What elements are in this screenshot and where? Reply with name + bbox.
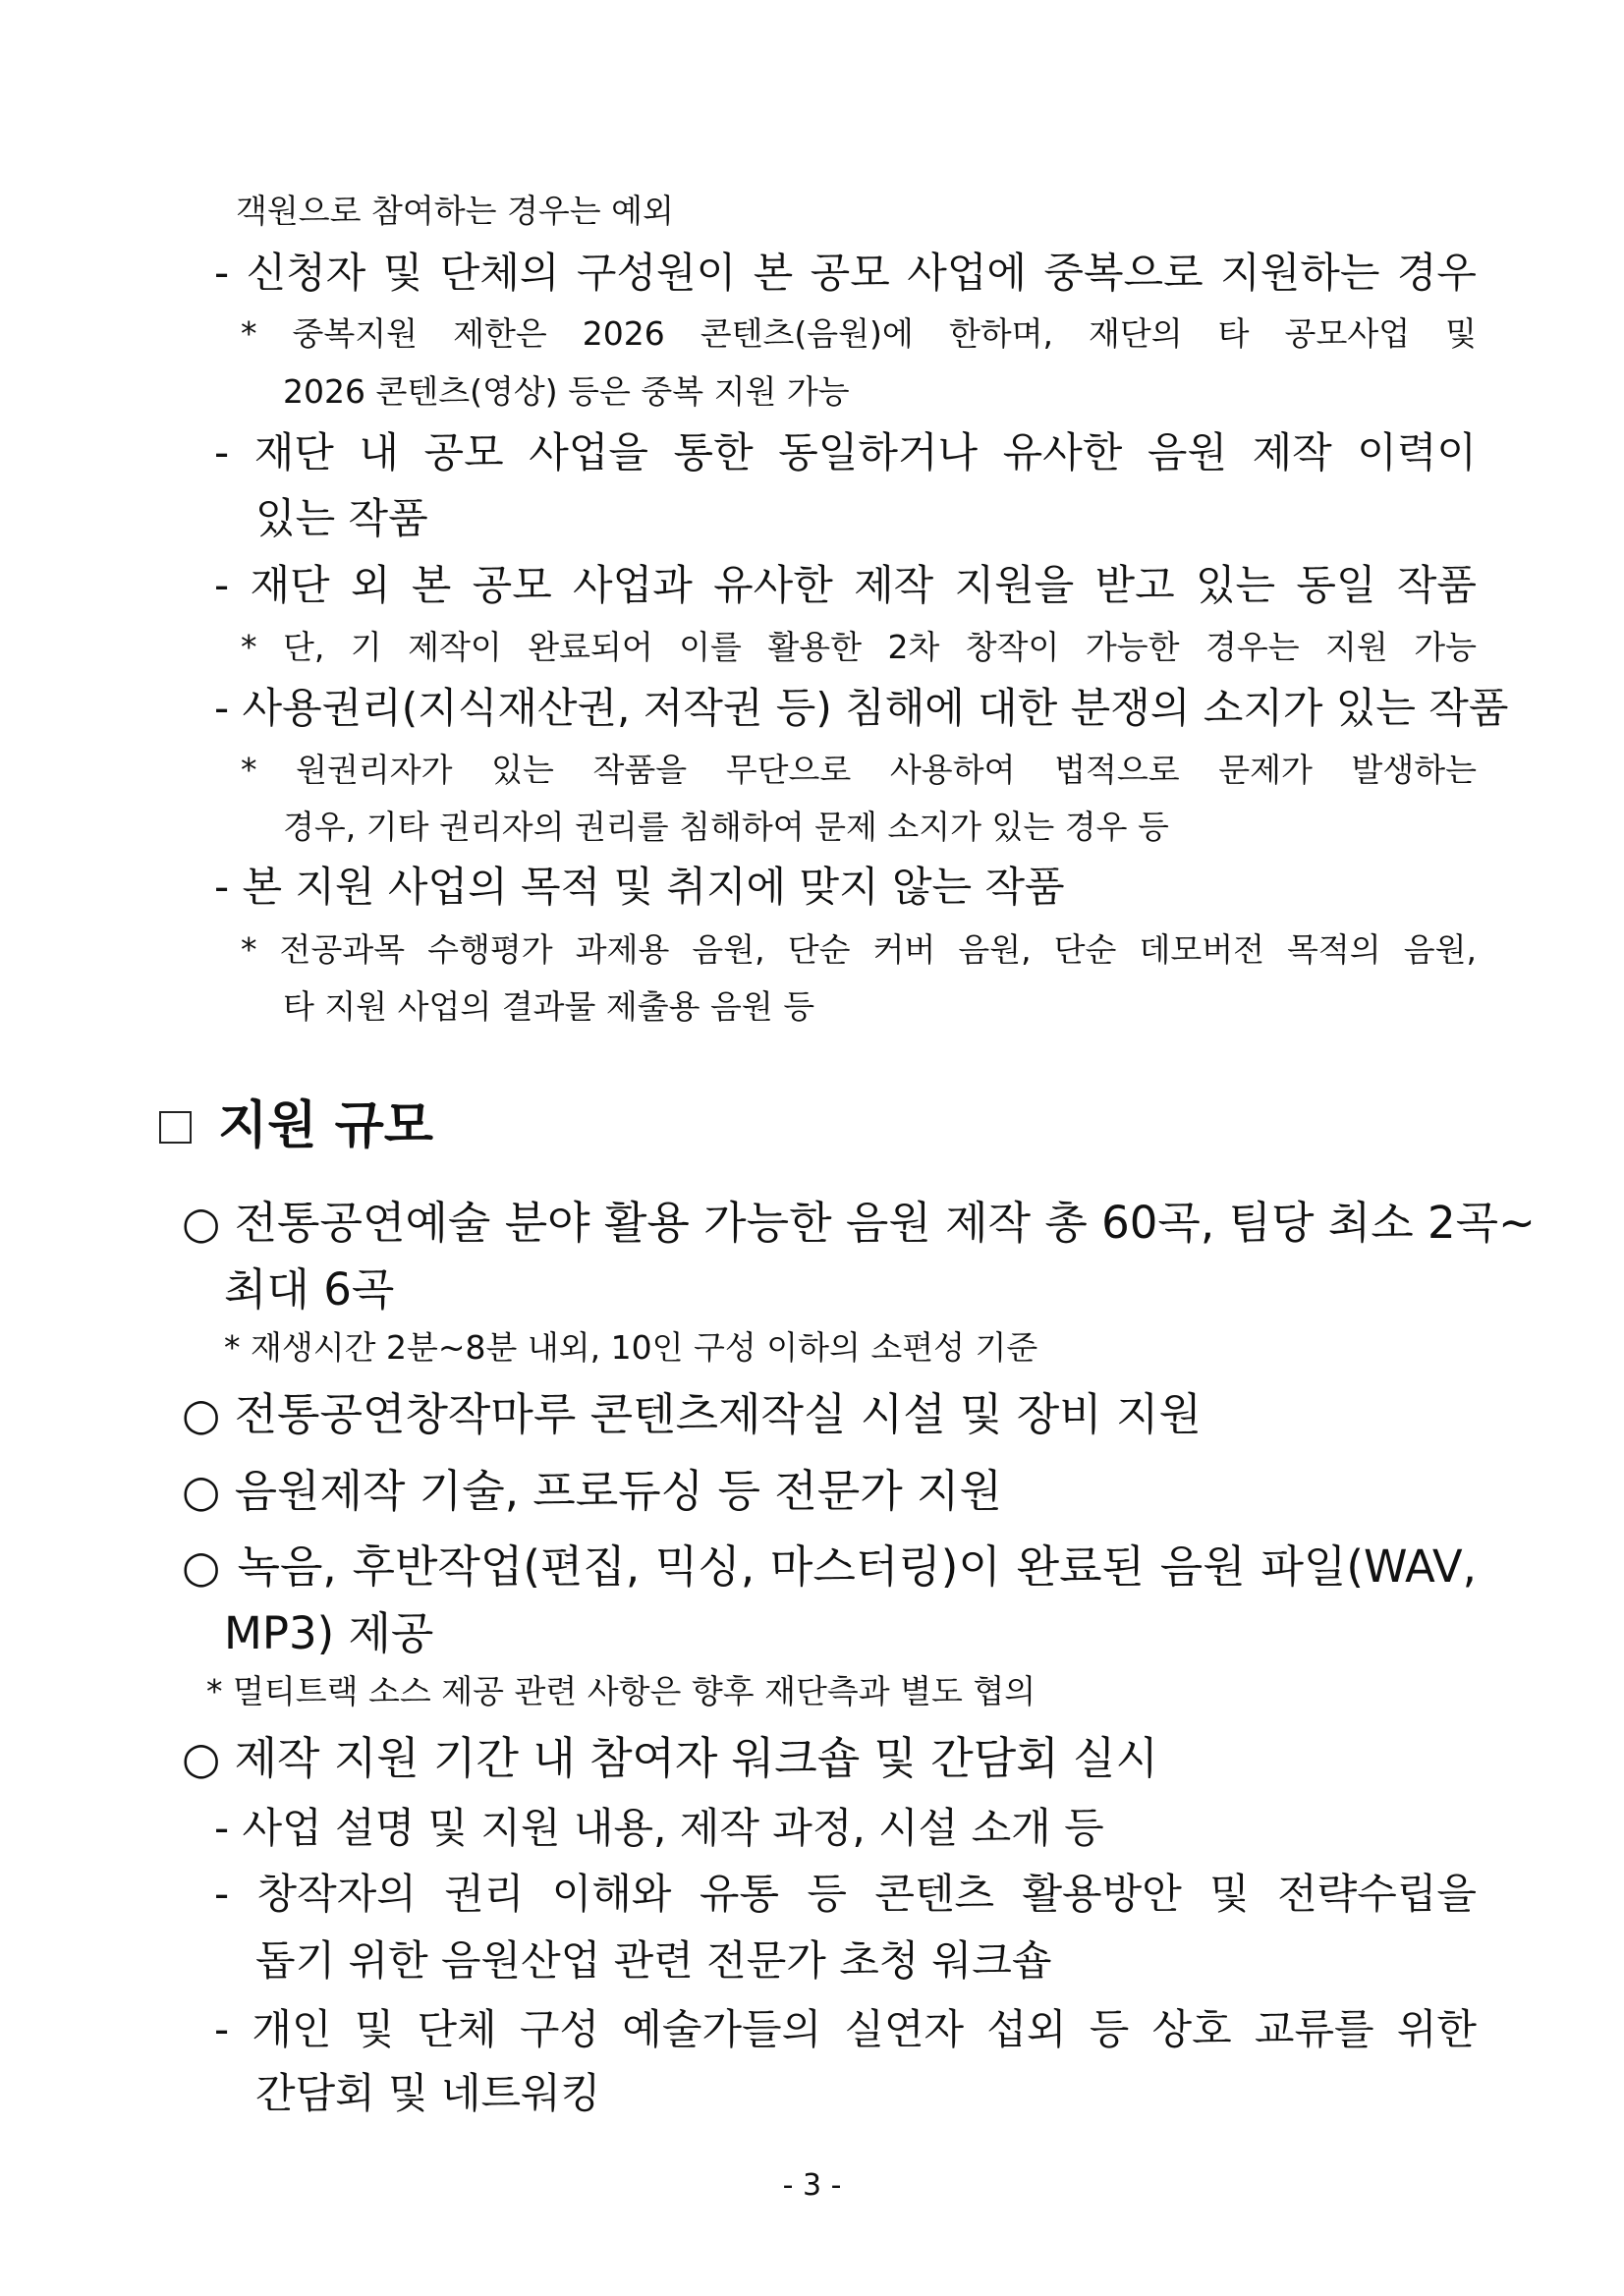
list-item bbox=[182, 1197, 1536, 1249]
list-item: ○ 제작 지원 기간 내 참여자 워크숍 및 간담회 실시 bbox=[182, 1732, 1158, 1784]
note: * 멀티트랙 소스 제공 관련 사항은 향후 재단측과 별도 협의 bbox=[206, 1672, 1036, 1710]
list-item: - 본 지원 사업의 목적 및 취지에 맞지 않는 작품 bbox=[214, 863, 1065, 911]
checkbox-square-icon bbox=[159, 1111, 192, 1144]
text-line: 돕기 위한 음원산업 관련 전문가 초청 워크숍 bbox=[255, 1936, 1052, 1985]
text-line: ○ 전통공연예술 분야 활용 가능한 음원 제작 총 60곡, 팀당 최소 2곡~ bbox=[182, 1197, 1536, 1249]
list-item bbox=[214, 428, 1477, 476]
page-number: - 3 - bbox=[782, 2168, 842, 2203]
note bbox=[241, 314, 1477, 353]
section-title: 지원 규모 bbox=[218, 1096, 434, 1155]
text-line: 타 지원 사업의 결과물 제출용 음원 등 bbox=[283, 987, 815, 1026]
note bbox=[241, 628, 1477, 666]
text-line: MP3) 제공 bbox=[224, 1607, 434, 1659]
text-line: * 원권리자가 있는 작품을 무단으로 사용하여 법적으로 문제가 발생하는 bbox=[241, 751, 1477, 789]
list-item bbox=[214, 684, 1509, 732]
text-line: - 재단 외 본 공모 사업과 유사한 제작 지원을 받고 있는 동일 작품 bbox=[214, 561, 1477, 609]
list-item bbox=[214, 249, 1477, 297]
text-line: - 사용권리(지식재산권, 저작권 등) 침해에 대한 분쟁의 소지가 있는 작품 bbox=[214, 684, 1509, 732]
list-item: - 사업 설명 및 지원 내용, 제작 과정, 시설 소개 등 bbox=[214, 1804, 1104, 1852]
text-line: - 창작자의 권리 이해와 유통 등 콘텐츠 활용방안 및 전략수립을 bbox=[214, 1870, 1477, 1918]
list-item: ○ 음원제작 기술, 프로듀싱 등 전문가 지원 bbox=[182, 1465, 1002, 1517]
text-line: 간담회 및 네트워킹 bbox=[255, 2069, 601, 2117]
text-line: * 단, 기 제작이 완료되어 이를 활용한 2차 창작이 가능한 경우는 지원 가능 bbox=[241, 628, 1477, 666]
text-line: 경우, 기타 권리자의 권리를 침해하여 문제 소지가 있는 경우 등 bbox=[283, 808, 1169, 846]
note: * 재생시간 2분~8분 내외, 10인 구성 이하의 소편성 기준 bbox=[224, 1328, 1038, 1367]
list-item bbox=[214, 1870, 1477, 1918]
text-line: - 재단 내 공모 사업을 통한 동일하거나 유사한 음원 제작 이력이 bbox=[214, 428, 1477, 476]
text-line: * 중복지원 제한은 2026 콘텐츠(음원)에 한하며, 재단의 타 공모사업 및 bbox=[241, 314, 1477, 353]
text-line: 최대 6곡 bbox=[224, 1263, 395, 1316]
text-line: 2026 콘텐츠(영상) 등은 중복 지원 가능 bbox=[283, 372, 850, 411]
list-item: ○ 전통공연창작마루 콘텐츠제작실 시설 및 장비 지원 bbox=[182, 1388, 1202, 1440]
note bbox=[241, 930, 1477, 969]
note bbox=[241, 751, 1477, 789]
text-line: ○ 녹음, 후반작업(편집, 믹싱, 마스터링)이 완료된 음원 파일(WAV, bbox=[182, 1540, 1477, 1593]
text-line: - 개인 및 단체 구성 예술가들의 실연자 섭외 등 상호 교류를 위한 bbox=[214, 2005, 1477, 2053]
text-line: * 전공과목 수행평가 과제용 음원, 단순 커버 음원, 단순 데모버전 목적의 음원, bbox=[241, 930, 1477, 969]
list-item bbox=[214, 2005, 1477, 2053]
list-item bbox=[182, 1540, 1477, 1593]
text-line: 있는 작품 bbox=[255, 494, 428, 542]
text-line: - 신청자 및 단체의 구성원이 본 공모 사업에 중복으로 지원하는 경우 bbox=[214, 249, 1477, 297]
list-item bbox=[214, 561, 1477, 609]
text-line: 객원으로 참여하는 경우는 예외 bbox=[236, 192, 674, 230]
